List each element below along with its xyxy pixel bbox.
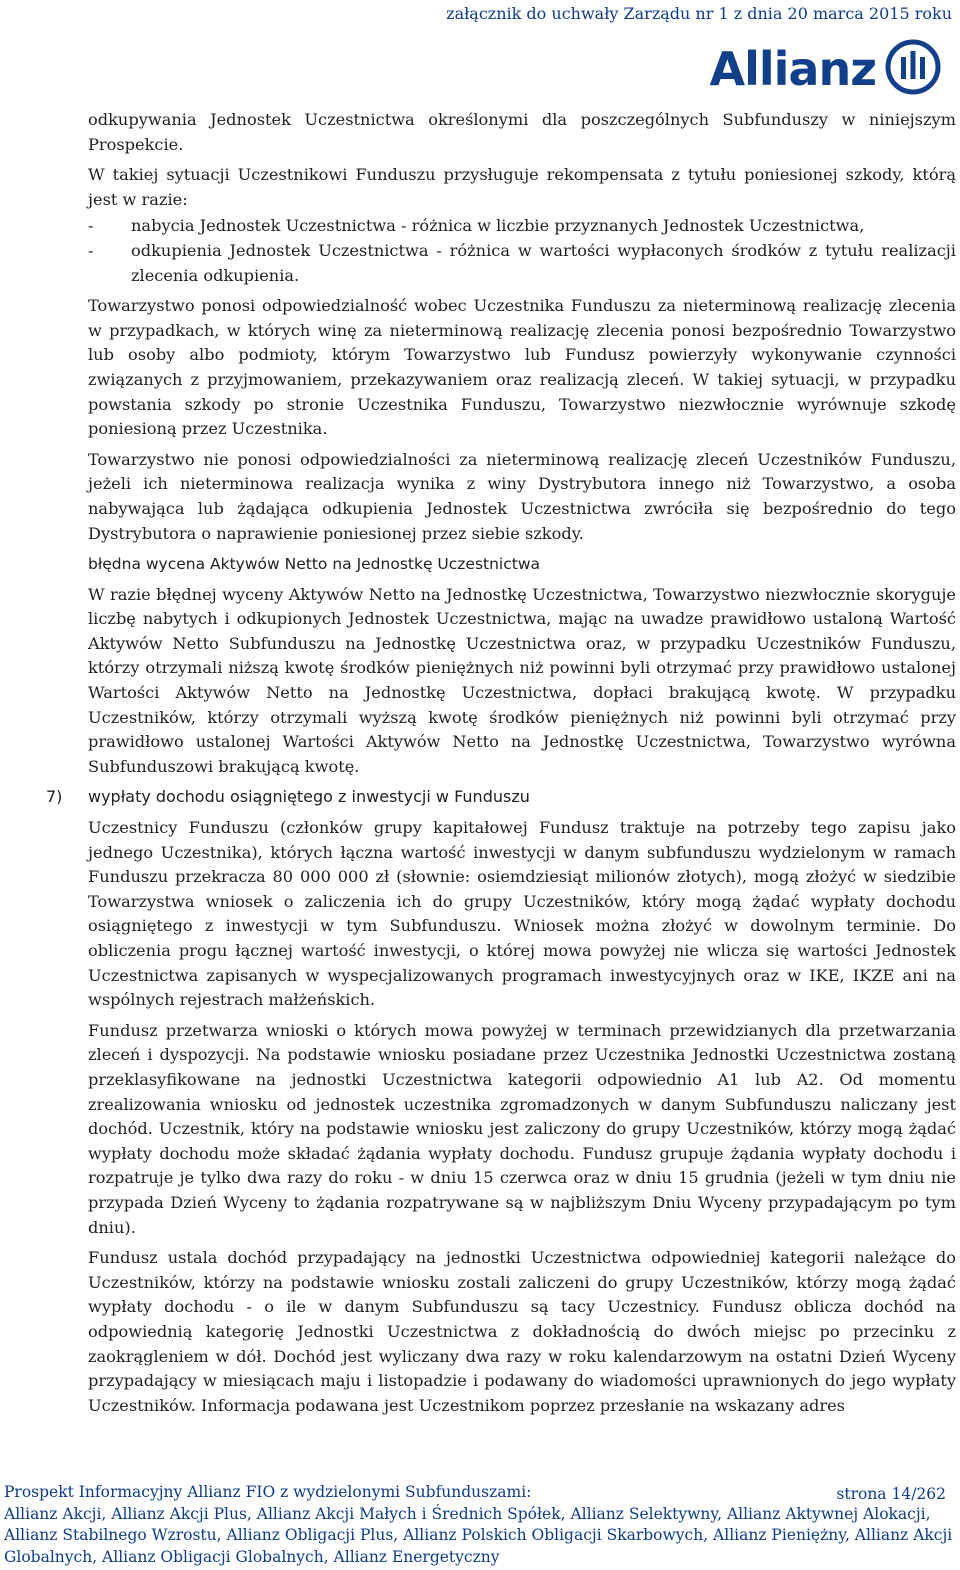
paragraph-no-liability: Towarzystwo nie ponosi odpowiedzialności za nieterminową realizację zleceń Uczestników Funduszu, jeżeli ich nieterminowa realizacja wynika z winy Dystrybutora innego niż Towarzystwo, a osoba nabywająca lub żądająca odkupienia Jednostek Uczestnictwa zwróciła się bezpośrednio do tego Dystrybutora o naprawienie poniesionej przez siebie szkody. (88, 449, 956, 543)
paragraph-participants: Uczestnicy Funduszu (członków grupy kapitałowej Fundusz traktuje na potrzeby tego zapisu jako jednego Uczestnika), których łączna wartość inwestycji w danym subfunduszu wydzielonym w ramach Funduszu przekracza 80 000 000 zł (słownie: osiemdziesiąt milionów złotych), mogą złożyć w siedzibie Towarzystwa wniosek o zaliczenia ich do grupy Uczestników, który mogą żądać wypłaty dochodu osiągniętego z inwestycji w tym Subfunduszu. Wniosek można złożyć w dowolnym terminie. Do obliczenia progu łącznej wartość inwestycji, o której mowa powyżej nie wlicza się wartości Jednostek Uczestnictwa zapisanych w wyspecjalizowanych programach inwestycyjnych oraz w IKE, IKZE ani na wspólnych rejestrach małżeńskich. (88, 818, 956, 1010)
section-title: wypłaty dochodu osiągniętego z inwestycji w Funduszu (88, 787, 530, 807)
list-dash: - (88, 216, 94, 236)
document-body (46, 108, 956, 1424)
list-item-text: odkupienia Jednostek Uczestnictwa - różnica w wartości wypłaconych środków z tytułu realizacji zlecenia odkupienia. (131, 240, 956, 285)
allianz-logo (710, 40, 942, 98)
section-heading (46, 785, 956, 810)
section-number: 7) (46, 787, 63, 807)
page-number: strona 14/262 (836, 1485, 946, 1503)
footer-line: Allianz Akcji, Allianz Akcji Plus, Allianz Akcji Małych i Średnich Spółek, Allianz Selektywny, Allianz Aktywnej Alokacji, (4, 1504, 931, 1523)
list-dash: - (88, 240, 94, 260)
allianz-eagle-icon (884, 38, 942, 100)
header-note: załącznik do uchwały Zarządu nr 1 z dnia 20 marca 2015 roku (446, 4, 952, 23)
footer-line: Prospekt Informacyjny Allianz FIO z wydzielonymi Subfunduszami: (4, 1483, 532, 1501)
list-item-text: nabycia Jednostek Uczestnictwa - różnica w liczbie przyznanych Jednostek Uczestnictwa, (131, 216, 865, 236)
list-item (88, 214, 956, 239)
page-footer (4, 1482, 952, 1568)
paragraph-liability: Towarzystwo ponosi odpowiedzialność wobec Uczestnika Funduszu za nieterminową realizację zlecenia w przypadkach, w których winę za nieterminową realizację zlecenia ponosi bezpośrednio Towarzystwo lub osoby albo podmioty, którym Towarzystwo lub Fundusz powierzyły wykonywanie czynności związanych z przyjmowaniem, przekazywaniem oraz realizacją zleceń. W takiej sytuacji, w przypadku powstania szkody po stronie Uczestnika Funduszu, Towarzystwo niezwłocznie wyrównuje szkodę poniesioną przez Uczestnika. (88, 296, 956, 439)
paragraph-valuation-error: W razie błędnej wyceny Aktywów Netto na Jednostkę Uczestnictwa, Towarzystwo niezwłocznie skoryguje liczbę nabytych i odkupionych Jednostek Uczestnictwa, mając na uwadze prawidłowo ustaloną Wartość Aktywów Netto Subfunduszu na Jednostkę Uczestnictwa oraz, w przypadku Uczestników Funduszu, którzy otrzymali niższą kwotę środków pieniężnych niż powinni byli otrzymać przy prawidłowo ustalonej Wartości Aktywów Netto na Jednostkę Uczestnictwa, dopłaci brakującą kwotę. W przypadku Uczestników, którzy otrzymali wyższą kwotę środków pieniężnych niż powinni byli otrzymać przy prawidłowo ustalonej Wartości Aktywów Netto na Jednostkę Uczestnictwa, Towarzystwo wyrówna Subfunduszowi brakującą kwotę. (88, 584, 956, 776)
paragraph-compensation: W takiej sytuacji Uczestnikowi Funduszu przysługuje rekompensata z tytułu poniesionej szkody, którą jest w razie: (88, 165, 956, 209)
paragraph-income: Fundusz ustala dochód przypadający na jednostki Uczestnictwa odpowiedniej kategorii należące do Uczestników, którzy na podstawie wniosku zostali zaliczeni do grupy Uczestników, którzy mogą żądać wypłaty dochodu - o ile w danym Subfunduszu są tacy Uczestnicy. Fundusz oblicza dochód na odpowiednią kategorię Jednostki Uczestnictwa z dokładnością do dwóch miejsc po przecinku z zaokrągleniem w dół. Dochód jest wyliczany dwa razy w roku kalendarzowym na ostatni Dzień Wyceny przypadający w miesiącach maju i listopadzie i podawany do wiadomości uprawnionych do jego wypłaty Uczestników. Informacja podawana jest Uczestnikom poprzez przesłanie na wskazany adres (88, 1248, 956, 1415)
list-item (88, 239, 956, 288)
footer-line: Allianz Stabilnego Wzrostu, Allianz Obligacji Plus, Allianz Polskich Obligacji Skarbowych, Allianz Pieniężny, Allianz Akcji (4, 1526, 953, 1544)
logo-text: Allianz (709, 42, 876, 96)
footer-line: Globalnych, Allianz Obligacji Globalnych, Allianz Energetyczny (4, 1547, 500, 1566)
paragraph-processing: Fundusz przetwarza wnioski o których mowa powyżej w terminach przewidzianych dla przetwarzania zleceń i dyspozycji. Na podstawie wniosku posiadane przez Uczestnika Jednostki Uczestnictwa zostaną przeklasyfikowane na jednostki Uczestnictwa kategorii odpowiednio A1 lub A2. Od momentu zrealizowania wniosku od jednostek uczestnika zgromadzonych w danym Subfunduszu naliczany jest dochód. Uczestnik, który na podstawie wniosku jest zaliczony do grupy Uczestników, którzy mogą żądać wypłaty dochodu może składać żądania wypłaty dochodu. Fundusz grupuje żądania wypłaty dochodu i rozpatruje je tylko dwa razy do roku - w dniu 15 czerwca oraz w dniu 15 grudnia (jeżeli w tym dniu nie przypada Dzień Wyceny to żądania rozpatrywane są w najbliższym Dniu Wyceny przypadającym po tym dniu). (88, 1020, 956, 1237)
subheading-valuation-error: błędna wycena Aktywów Netto na Jednostkę Uczestnictwa (88, 555, 541, 574)
paragraph-continuation: odkupywania Jednostek Uczestnictwa określonymi dla poszczególnych Subfunduszy w niniejszym Prospekcie. (88, 110, 956, 154)
